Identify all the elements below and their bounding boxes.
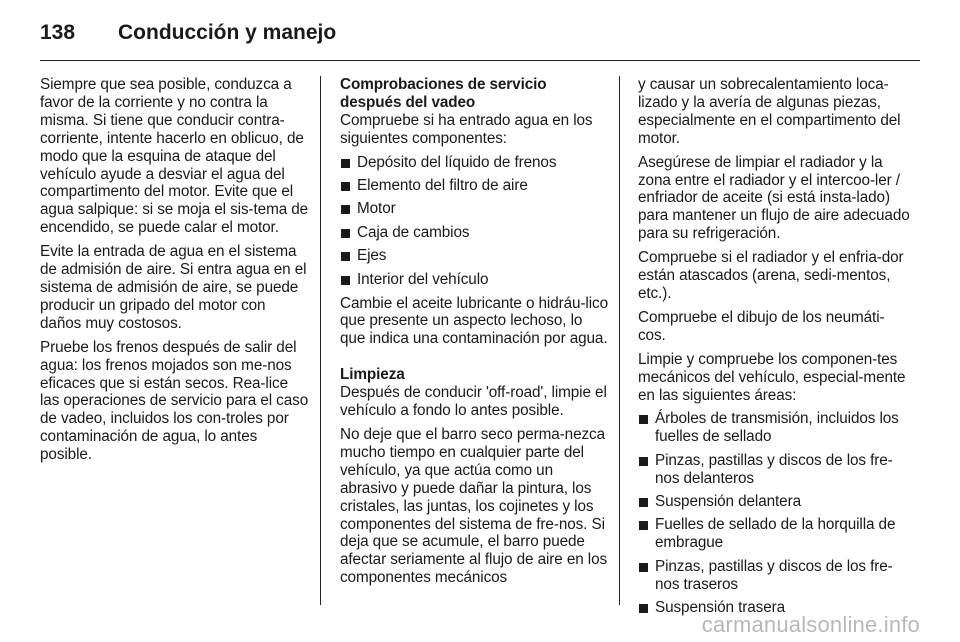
list-item: Ejes <box>340 247 610 265</box>
column-2 <box>340 76 610 593</box>
paragraph-clean: Después de conducir 'off-road', limpie el vehículo a fondo lo antes posible. <box>340 384 607 420</box>
paragraph-oil: Cambie el aceite lubricante o hidráu-lico que presente un aspecto lechoso, lo que indica una contaminación por agua. <box>340 294 608 348</box>
list-item: Elemento del filtro de aire <box>340 177 610 195</box>
list-item: Fuelles de sellado de la horquilla de embrague <box>638 516 910 552</box>
list-item: Motor <box>340 200 610 218</box>
header-rule <box>40 60 920 61</box>
paragraph-mud: No deje que el barro seco perma-nezca mucho tiempo en cualquier parte del vehículo, ya que actúa como un abrasivo y puede dañar la pintura, los cristales, las juntas, los cojinetes y los componentes del sistema de fre-nos. Si deja que se acumule, el barro puede afectar seriamente al flujo de aire en los componentes mecánicos <box>340 426 608 587</box>
paragraph-radiator-check: Compruebe si el radiador y el enfria-dor están atascados (arena, sedi-mentos, etc.). <box>638 249 904 302</box>
page-number: 138 <box>40 21 76 44</box>
list-item: Pinzas, pastillas y discos de los fre-nos delanteros <box>638 452 910 488</box>
paragraph-current: Siempre que sea posible, conduzca a favor de la corriente y no contra la misma. Si tiene que conducir contra-corriente, intente hacerlo en oblicuo, de modo que la esquina de ataque del vehículo ayude a desviar el agua del compartimento del motor. Evite que el agua salpique: si se moja el sis-tema de encendido, se puede calar el motor. <box>40 76 309 237</box>
list-item: Interior del vehículo <box>340 271 610 289</box>
list-item: Árboles de transmisión, incluidos los fuelles de sellado <box>638 410 910 446</box>
column-3 <box>638 76 910 623</box>
column-divider <box>619 76 620 605</box>
list-item: Suspensión delantera <box>638 493 910 511</box>
column-1 <box>40 76 310 470</box>
heading-cleaning: Limpieza <box>340 366 405 384</box>
list-item: Depósito del líquido de frenos <box>340 154 610 172</box>
paragraph-overheating: y causar un sobrecalentamiento loca-lizado y la avería de algunas piezas, especialmente en el compartimento del motor. <box>638 76 901 147</box>
paragraph-brakes: Pruebe los frenos después de salir del agua: los frenos mojados son me-nos eficaces que si están secos. Rea-lice las operaciones de servicio para el caso de vadeo, incluidos los con-troles por contaminación de agua, lo antes posible. <box>40 338 309 464</box>
list-item: Pinzas, pastillas y discos de los fre-nos traseros <box>638 558 910 594</box>
column-divider <box>320 76 321 605</box>
paragraph-tyres: Compruebe el dibujo de los neumáti-cos. <box>638 308 885 344</box>
paragraph-radiator: Asegúrese de limpiar el radiador y la zona entre el radiador y el intercoo-ler / enfriador de aceite (si está insta-lado) para mantener un flujo de aire adecuado para su refrigeración. <box>638 153 910 243</box>
watermark: carmanualsonline.info <box>701 612 920 637</box>
heading-service-checks: Comprobaciones de servicio después del vadeo <box>340 76 547 111</box>
list-item: Suspensión trasera <box>638 599 910 617</box>
paragraph-mechanical: Limpie y compruebe los componen-tes mecánicos del vehículo, especial-mente en las siguientes áreas: <box>638 350 906 404</box>
paragraph-air-intake: Evite la entrada de agua en el sistema de admisión de aire. Si entra agua en el sistema de admisión de aire, se puede producir un gripado del motor con daños muy costosos. <box>40 243 307 332</box>
page-header <box>40 12 920 54</box>
component-list <box>340 154 610 289</box>
page-title: Conducción y manejo <box>118 21 337 44</box>
list-item: Caja de cambios <box>340 224 610 242</box>
paragraph-check-intro: Compruebe si ha entrado agua en los siguientes componentes: <box>340 111 593 147</box>
mechanical-list <box>638 410 910 617</box>
